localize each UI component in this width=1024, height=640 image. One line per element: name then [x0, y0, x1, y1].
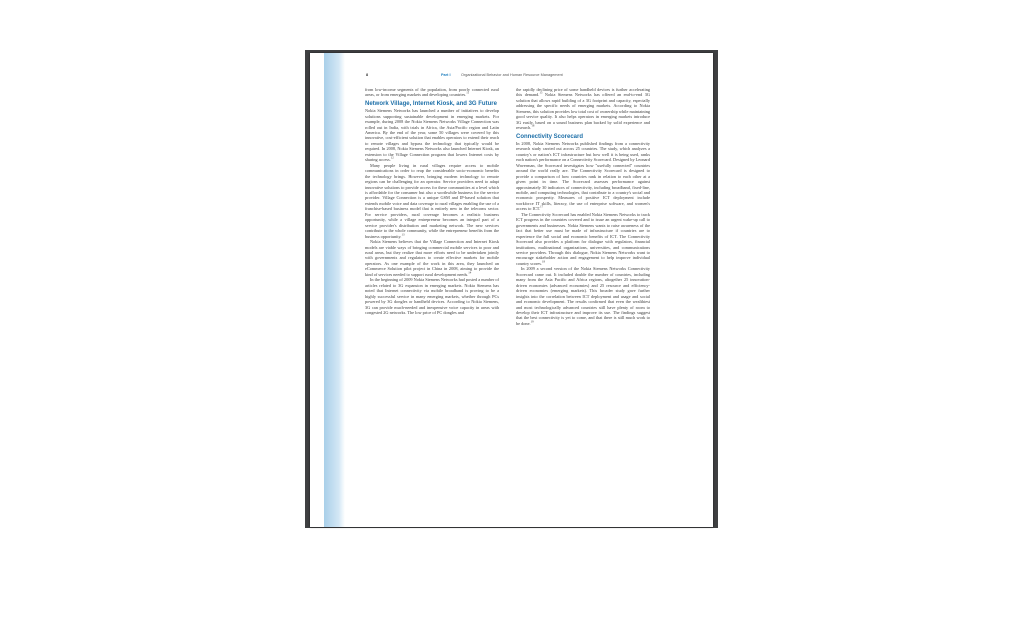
paragraph: Many people living in rural villages require access to mobile communications in order to reap the considerable socio-economic benefits the technology brings. However, bringing modern technology to remote regions can be challenging for an operator. Service providers need to adapt innovative solutions to provide access for these communities at a level which is affordable for the consumer but also a worthwhile business for the service provider. Village Connection is a unique GSM and IP-based solution that extends mobile voice and data coverage to rural villages enabling the use of a franchise-based business model that is entirely new in the telecoms sector. For service providers, rural coverage becomes a realistic business opportunity, while a village entrepreneur becomes an integral part of a service provider's distribution and marketing network. The new services contribute to the whole community, while the entrepreneur benefits from the business opportunity.$^{13}$ — [365, 162, 499, 239]
paragraph: In 2009 a second version of the Nokia Siemens Networks Connectivity Scorecard came out. It included double the number of countries, including many from the Asia Pacific and Africa regions, altogether 25 innovation-driven economies (advanced economies) and 25 resource and efficiency-driven economies (emerging markets). This broader study gave further insights into the correlation between ICT deployment and usage and social and economic development. The results confirmed that even the wealthiest and most technologically advanced countries still have plenty of room to develop their ICT infrastructure and improve its use. The findings suggest that the best connectivity is yet to come, and that there is still much work to be done.$^{19}$ — [516, 266, 650, 326]
page-color-band — [324, 53, 345, 527]
running-head — [366, 73, 666, 80]
document-viewer — [305, 50, 718, 528]
right-column — [516, 87, 650, 326]
paragraph: In 2008, Nokia Siemens Networks published findings from a connectivity research study carried out across 25 countries. The study, which analyzes a country's or nation's ICT infrastructure but how well it is being used, ranks each nation's performance on a Connectivity Scorecard. Designed by Leonard Waverman, the Scorecard investigates how "usefully connected" countries around the world really are. The Connectivity Scorecard is designed to provide a comparison of how countries rank in relation to each other at a given point in time. The Scorecard assesses performance against approximately 30 indicators of connectivity, including broadband, fixed-line, mobile, and computing technologies, that contribute to a country's social and economic prosperity. Measures of positive ICT deployment include workforce IT skills, literacy, the use of enterprise software, and women's access to ICT.$^{17}$ — [516, 140, 650, 212]
part-title: Organizational Behavior and Human Resource Management — [461, 73, 563, 77]
part-label: Part I — [441, 73, 451, 77]
left-column — [365, 87, 499, 315]
document-page — [310, 53, 713, 527]
paragraph: the rapidly declining price of some handheld devices is further accelerating this demand.$^{15}$ Nokia Siemens Networks has offered an end-to-end 3G solution that allows rapid building of a 3G footprint and capacity, especially addressing the specific needs of emerging markets. According to Nokia Siemens, this solution provides low total cost of ownership while maintaining good service quality. It also helps operators in emerging markets introduce 3G easily, based on a sound business plan backed by solid experience and research.$^{16}$ — [516, 87, 650, 131]
paragraph: from low-income segments of the population, from poorly connected rural areas, or from emerging markets and developing countries.$^{11}$ — [365, 87, 499, 98]
paragraph: In the beginning of 2009 Nokia Siemens Networks had posted a number of articles related to 3G expansion in emerging markets. Nokia Siemens has noted that Internet connectivity via mobile broadband is proving to be a highly successful service in many emerging markets, whether through PCs powered by 3G dongles or handheld devices. According to Nokia Siemens, 3G can provide much-needed and inexpensive voice capacity in areas with congested 2G networks. The low price of PC dongles and — [365, 277, 499, 315]
section-heading: Connectivity Scorecard — [516, 133, 584, 140]
paragraph: Nokia Siemens believes that the Village Connection and Internet Kiosk models are viable ways of bringing commercial mobile services to poor and rural areas, but they realize that more efforts need to be undertaken jointly with governments and regulators to create effective markets for mobile operators. As one example of the work in this area, they launched an eCommerce Solution pilot project in China in 2008, aiming to provide the kind of services needed to support rural development needs.$^{14}$ — [365, 239, 499, 277]
paragraph: The Connectivity Scorecard has enabled Nokia Siemens Networks to track ICT progress in the countries covered and to issue an urgent wake-up call to governments and businesses. Nokia Siemens wants to raise awareness of the fact that better use must be made of infrastructure if countries are to experience the full social and economic benefits of ICT. The Connectivity Scorecard also provides a platform for dialogue with regulators, financial institutions, multinational organizations, universities, and communications service providers. Through this dialogue, Nokia Siemens Networks want to encourage stakeholder action and engagement to help improve individual country scores.$^{18}$ — [516, 211, 650, 266]
paragraph: Nokia Siemens Networks has launched a number of initiatives to develop solutions supporting sustainable development in emerging markets. For example, during 2008 the Nokia Siemens Networks Village Connection was rolled out in India, with trials in Africa, the Asia/Pacific region and Latin America. By the end of the year, some 50 villages were covered by this innovative, cost-efficient solution that enables operators to extend their reach to remote villages and bypass the technology that typically would be required. In 2008, Nokia Siemens Networks also launched Internet Kiosk, an extension to the Village Connection program that lowers Internet costs by sharing access.$^{12}$ — [365, 108, 499, 163]
page-number: 8 — [366, 73, 369, 77]
section-heading: Network Village, Internet Kiosk, and 3G Future — [365, 100, 497, 107]
